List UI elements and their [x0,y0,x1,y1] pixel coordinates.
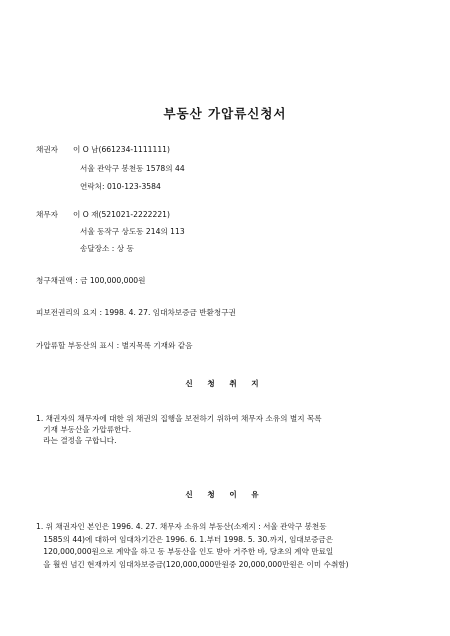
reason-line: 1585의 44)에 대하여 임대차기간은 1996. 6. 1.부터 1998. 5. 30.까지, 임대보증금은 [36,534,334,544]
purpose-paragraph [36,413,322,446]
secured-right: 피보전권리의 요지 : 1998. 4. 27. 임대차보증금 반환청구권 [36,308,236,317]
purpose-line: 기재 부동산을 가압류한다. [36,425,132,434]
reason-line: 1. 위 채권자인 본인은 1996. 4. 27. 채무자 소유의 부동산(소재지 : 서울 관악구 봉천동 [36,522,327,531]
creditor-label: 채권자 [36,145,59,154]
document-title: 부동산 가압류신청서 [163,106,287,121]
purpose-heading: 신 청 취 지 [185,379,265,388]
purpose-line: 라는 결정을 구합니다. [36,436,117,445]
debtor-delivery: 송달장소 : 상 동 [80,244,134,253]
property-display: 가압류할 부동산의 표시 : 별지목록 기재와 같음 [36,341,193,350]
reason-paragraph [36,521,349,571]
creditor-contact: 연락처: 010-123-3584 [80,182,161,191]
claim-amount: 청구채권액 : 금 100,000,000원 [36,276,146,285]
purpose-line: 1. 채권자의 채무자에 대한 위 채권의 집행을 보전하기 위하여 채무자 소유의 별지 목록 [36,414,322,423]
debtor-address: 서울 동작구 상도동 214의 113 [80,227,185,236]
creditor-name: 이 O 남(661234-1111111) [73,145,170,154]
reason-line: 120,000,000원으로 계약을 하고 동 부동산을 인도 받아 거주한 바, 당초의 계약 만료일 [36,547,334,556]
debtor-name: 이 O 재(521021-2222221) [73,210,170,219]
debtor-label: 채무자 [36,210,59,219]
creditor-address: 서울 관악구 봉천동 1578의 44 [80,164,185,173]
reason-heading: 신 청 이 유 [185,490,265,499]
reason-line: 을 훨씬 넘긴 현재까지 임대차보증금(120,000,000만원중 20,000,000만원은 이미 수취함) [36,559,349,569]
